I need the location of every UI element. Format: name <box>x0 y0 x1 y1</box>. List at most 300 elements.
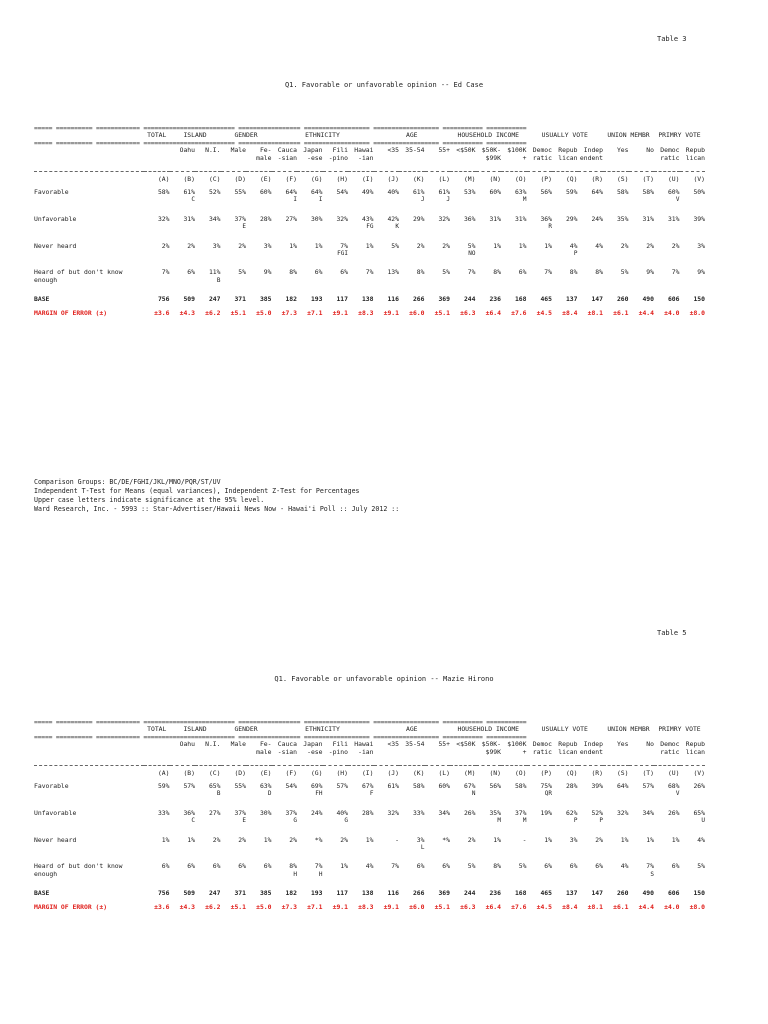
cell-value: 31% <box>667 214 680 223</box>
base-value: 266 <box>412 295 425 304</box>
cell-value: *% <box>314 835 323 844</box>
significance-letter <box>348 196 374 203</box>
moe-value: ±7.3 <box>281 309 297 318</box>
column-header: Male <box>230 740 246 749</box>
column-header: ratic <box>532 153 552 162</box>
group-header: GENDER <box>234 725 258 734</box>
significance-letter <box>654 817 680 824</box>
significance-letter <box>272 277 298 284</box>
column-header: <$50K <box>456 146 476 155</box>
column-header: ratic <box>660 747 680 756</box>
column-header: 55+ <box>438 146 450 155</box>
group-header: ISLAND <box>183 131 207 140</box>
moe-label: MARGIN OF ERROR (±) <box>34 309 108 318</box>
column-letter: (E) <box>259 768 272 777</box>
significance-letter <box>374 196 400 203</box>
significance-letter <box>399 250 425 257</box>
significance-letter <box>144 196 170 203</box>
cell-value: 1% <box>340 862 348 871</box>
significance-letter <box>323 790 349 797</box>
column-letter: (S) <box>616 768 629 777</box>
cell-value: 4% <box>569 241 578 250</box>
cell-value: 1% <box>263 835 272 844</box>
significance-letter: NO <box>468 250 476 258</box>
significance-letter <box>450 223 476 230</box>
significance-letter <box>680 250 706 257</box>
column-header: Fe- <box>259 146 272 155</box>
significance-letter: P <box>599 817 603 825</box>
column-header: Democ <box>660 740 680 749</box>
table-row <box>34 837 705 844</box>
significance-letter <box>629 250 655 257</box>
footnote-significance: Upper case letters indicate significance at the 95% level. <box>34 496 265 504</box>
row-label-cont <box>34 790 144 797</box>
significance-row <box>34 196 705 203</box>
column-header: <35 <box>387 146 399 155</box>
significance-letter <box>578 277 604 284</box>
table-row <box>34 269 705 276</box>
significance-letter <box>629 817 655 824</box>
cell-value: 32% <box>438 214 450 223</box>
significance-letter: B <box>216 790 221 798</box>
significance-letter: M <box>522 817 527 825</box>
row-label-spacer <box>34 155 144 162</box>
cell-value: 9% <box>646 268 654 277</box>
column-letter: (J) <box>387 174 399 183</box>
cell-value: 2% <box>442 241 450 250</box>
significance-letter <box>578 790 604 797</box>
base-value: 369 <box>438 295 450 304</box>
table-row <box>34 189 705 196</box>
significance-letter <box>629 844 655 851</box>
group-header: USUALLY VOTE <box>541 725 588 734</box>
cell-value: 32% <box>336 214 348 223</box>
significance-letter <box>603 277 629 284</box>
significance-letter <box>144 223 170 230</box>
significance-letter <box>527 817 553 824</box>
significance-letter <box>246 871 272 878</box>
base-value: 182 <box>285 889 297 898</box>
significance-letter <box>501 871 527 878</box>
base-row <box>34 890 705 904</box>
spacer-row <box>34 231 705 243</box>
significance-letter: H <box>318 870 323 878</box>
cell-value: 64% <box>310 188 323 197</box>
row-label-cont: enough <box>34 869 58 878</box>
cell-value: 3% <box>212 241 221 250</box>
cell-value: 69% <box>310 782 323 791</box>
base-value: 756 <box>157 889 170 898</box>
row-label: Favorable <box>34 782 69 791</box>
row-label-cont <box>34 196 144 203</box>
group-header: ETHNICITY <box>305 131 340 140</box>
column-header: Repub <box>685 146 705 155</box>
column-header: Cauca <box>277 740 297 749</box>
significance-letter: G <box>344 817 348 825</box>
column-letter: (B) <box>183 174 195 183</box>
column-letter: (R) <box>591 174 603 183</box>
significance-letter <box>603 790 629 797</box>
question-title: Q1. Favorable or unfavorable opinion -- Mazie Hirono <box>274 675 494 683</box>
cell-value: 42% <box>387 214 399 223</box>
column-letter: (Q) <box>565 768 578 777</box>
column-letter: (R) <box>591 768 603 777</box>
cell-value: 2% <box>238 835 246 844</box>
moe-value: ±4.3 <box>179 309 195 318</box>
cell-value: 1% <box>314 241 323 250</box>
moe-value: ±7.1 <box>307 903 323 912</box>
row-label: Never heard <box>34 835 77 844</box>
significance-letter <box>144 817 170 824</box>
column-letter: (C) <box>208 174 221 183</box>
significance-letter <box>603 223 629 230</box>
base-value: 168 <box>514 889 527 898</box>
significance-letter <box>297 223 323 230</box>
base-value: 260 <box>616 889 629 898</box>
column-header <box>629 749 655 756</box>
cell-value: 30% <box>310 214 323 223</box>
column-letter: (N) <box>489 768 501 777</box>
cell-value: 64% <box>285 188 297 197</box>
cell-value: 37% <box>234 214 246 223</box>
base-label: BASE <box>34 889 50 898</box>
significance-letter <box>578 844 604 851</box>
moe-value: ±5.1 <box>434 309 450 318</box>
significance-letter <box>476 277 502 284</box>
cell-value: 7% <box>467 268 476 277</box>
column-header: lican <box>685 153 705 162</box>
significance-letter <box>552 844 578 851</box>
row-label-cont <box>34 844 144 851</box>
significance-row <box>34 223 705 230</box>
base-value: 606 <box>667 295 680 304</box>
significance-letter <box>246 250 272 257</box>
cell-value: 57% <box>642 782 654 791</box>
column-header: No <box>646 146 654 155</box>
rule-row <box>34 125 705 132</box>
column-header <box>399 749 425 756</box>
column-letter: (G) <box>310 174 323 183</box>
significance-letter <box>527 844 553 851</box>
column-letter: (A) <box>157 174 170 183</box>
cell-value: 6% <box>161 862 170 871</box>
column-header: N.I. <box>205 146 221 155</box>
significance-letter: FG <box>366 223 374 231</box>
cell-value: 31% <box>514 214 527 223</box>
column-header: Japan <box>303 146 323 155</box>
base-value: 236 <box>489 295 501 304</box>
significance-letter <box>399 223 425 230</box>
row-label-spacer <box>34 171 144 183</box>
significance-letter <box>552 790 578 797</box>
cell-value: 35% <box>616 214 629 223</box>
table-row <box>34 243 705 250</box>
cell-value: 57% <box>336 782 348 791</box>
column-letter: (M) <box>463 174 476 183</box>
significance-letter <box>425 250 451 257</box>
cell-value: 26% <box>667 808 680 817</box>
significance-letter <box>221 790 247 797</box>
moe-value: ±4.3 <box>179 903 195 912</box>
significance-letter <box>246 223 272 230</box>
column-header: ratic <box>532 747 552 756</box>
significance-letter <box>195 223 221 230</box>
cell-value: 58% <box>514 782 527 791</box>
group-header: TOTAL <box>147 131 167 140</box>
column-header: Oahu <box>179 740 195 749</box>
base-value: 371 <box>234 889 246 898</box>
base-value: 490 <box>642 295 654 304</box>
significance-letter <box>221 250 247 257</box>
cell-value: 61% <box>387 782 399 791</box>
column-letter: (I) <box>361 768 374 777</box>
base-value: 147 <box>591 295 603 304</box>
cell-value: 57% <box>183 782 195 791</box>
cell-value: 55% <box>234 188 246 197</box>
column-letter: (N) <box>489 174 501 183</box>
cell-value: 8% <box>569 268 578 277</box>
cell-value: 43% <box>361 214 374 223</box>
cell-value: 30% <box>259 808 272 817</box>
significance-row <box>34 790 705 797</box>
cell-value: 24% <box>591 214 603 223</box>
moe-value: ±8.4 <box>562 309 578 318</box>
base-value: 509 <box>183 295 195 304</box>
row-label-spacer <box>34 765 144 777</box>
column-header <box>450 155 476 162</box>
significance-letter <box>501 250 527 257</box>
moe-value: ±6.2 <box>205 903 221 912</box>
cell-value: 34% <box>642 808 654 817</box>
base-value: 247 <box>208 295 221 304</box>
significance-letter <box>399 277 425 284</box>
significance-letter <box>527 277 553 284</box>
footnote-test-method: Independent T-Test for Means (equal variances), Independent Z-Test for Percentages <box>34 487 360 495</box>
significance-letter <box>374 250 400 257</box>
significance-letter <box>578 223 604 230</box>
significance-letter <box>425 277 451 284</box>
cell-value: 60% <box>667 188 680 197</box>
cell-value: 4% <box>697 835 705 844</box>
column-header: Fe- <box>259 740 272 749</box>
column-header: Democ <box>532 146 552 155</box>
moe-value: ±5.1 <box>230 903 246 912</box>
base-value: 509 <box>183 889 195 898</box>
rule-row <box>34 719 705 726</box>
cell-value: *% <box>442 835 450 844</box>
cell-value: 3% <box>697 241 705 250</box>
base-label: BASE <box>34 295 50 304</box>
column-header: Yes <box>616 146 629 155</box>
group-header: UNION MEMBR <box>607 725 650 734</box>
column-header <box>603 155 629 162</box>
moe-value: ±5.1 <box>434 903 450 912</box>
cell-value: 37% <box>514 808 527 817</box>
cell-value: 28% <box>259 214 272 223</box>
cell-value: 60% <box>438 782 450 791</box>
cell-value: 6% <box>595 862 603 871</box>
significance-letter <box>578 871 604 878</box>
moe-value: ±8.4 <box>562 903 578 912</box>
footnote-source: Ward Research, Inc. - 5993 :: Star-Advertiser/Hawaii News Now - Hawai'i Poll :: July 2012 :: <box>34 505 400 513</box>
column-header: $100K <box>507 740 527 749</box>
column-letter: (J) <box>387 768 399 777</box>
base-value: 168 <box>514 295 527 304</box>
column-header: -ese <box>307 153 323 162</box>
column-header: $50K- <box>481 146 501 155</box>
cell-value: 4% <box>620 862 629 871</box>
cell-value: 49% <box>361 188 374 197</box>
base-value: 756 <box>157 295 170 304</box>
column-header: -ian <box>358 747 374 756</box>
cell-value: 58% <box>616 188 629 197</box>
column-header <box>195 155 221 162</box>
significance-letter <box>578 196 604 203</box>
column-header <box>195 749 221 756</box>
cell-value: 37% <box>285 808 297 817</box>
group-header: UNION MEMBR <box>607 131 650 140</box>
significance-letter <box>348 844 374 851</box>
cell-value: 6% <box>263 862 272 871</box>
row-label-spacer <box>34 749 144 756</box>
moe-value: ±4.5 <box>536 309 552 318</box>
column-letter: (O) <box>514 768 527 777</box>
group-header: TOTAL <box>147 725 167 734</box>
cell-value: 1% <box>620 835 629 844</box>
cell-value: 8% <box>595 268 603 277</box>
base-value: 244 <box>463 295 476 304</box>
significance-letter: V <box>675 196 680 204</box>
cell-value: 7% <box>671 268 680 277</box>
base-value: 193 <box>310 889 323 898</box>
significance-letter <box>144 277 170 284</box>
significance-letter <box>297 844 323 851</box>
significance-letter <box>603 844 629 851</box>
column-header <box>374 749 400 756</box>
significance-row <box>34 250 705 257</box>
base-value: 117 <box>336 295 348 304</box>
row-label-spacer <box>34 147 144 154</box>
cell-value: 19% <box>540 808 552 817</box>
significance-letter <box>221 871 247 878</box>
significance-letter: E <box>242 223 246 231</box>
column-header <box>399 155 425 162</box>
cell-value: 2% <box>238 241 246 250</box>
cell-value: 33% <box>412 808 425 817</box>
cell-value: 4% <box>595 241 603 250</box>
column-header: lican <box>558 747 578 756</box>
cell-value: 36% <box>463 214 476 223</box>
significance-letter <box>552 223 578 230</box>
significance-letter <box>527 250 553 257</box>
base-value: 138 <box>361 295 374 304</box>
base-value: 150 <box>693 889 705 898</box>
significance-letter <box>629 196 655 203</box>
moe-value: ±8.0 <box>689 903 705 912</box>
cell-value: 55% <box>234 782 246 791</box>
moe-value: ±7.6 <box>511 903 527 912</box>
significance-letter <box>603 817 629 824</box>
significance-letter <box>629 790 655 797</box>
significance-letter <box>476 196 502 203</box>
significance-letter <box>501 844 527 851</box>
column-header: endent <box>579 153 603 162</box>
significance-letter <box>246 277 272 284</box>
column-letter: (H) <box>336 768 348 777</box>
moe-row <box>34 904 705 916</box>
moe-value: ±4.0 <box>664 903 680 912</box>
cell-value: 75% <box>540 782 552 791</box>
cell-value: 64% <box>616 782 629 791</box>
cell-value: 9% <box>697 268 705 277</box>
significance-letter: FGI <box>337 250 348 258</box>
cell-value: 52% <box>591 808 603 817</box>
column-header: Fili <box>332 146 348 155</box>
moe-value: ±9.1 <box>332 309 348 318</box>
cell-value: 2% <box>161 241 170 250</box>
moe-value: ±9.1 <box>332 903 348 912</box>
column-header <box>144 749 170 756</box>
significance-letter <box>272 223 298 230</box>
cell-value: 32% <box>157 214 170 223</box>
significance-letter <box>680 223 706 230</box>
cell-value: 7% <box>391 862 399 871</box>
column-letter: (C) <box>208 768 221 777</box>
moe-value: ±6.0 <box>409 309 425 318</box>
cell-value: 2% <box>289 835 297 844</box>
significance-letter: J <box>446 196 450 204</box>
moe-value: ±9.1 <box>383 309 399 318</box>
cell-value: 62% <box>565 808 578 817</box>
significance-letter <box>272 844 298 851</box>
cell-value: 37% <box>234 808 246 817</box>
significance-letter: P <box>573 817 578 825</box>
significance-letter: P <box>573 250 578 258</box>
cell-value: 67% <box>463 782 476 791</box>
group-header: HOUSEHOLD INCOME <box>457 131 520 140</box>
row-label: Heard of but don't know <box>34 268 123 277</box>
significance-letter <box>425 817 451 824</box>
cell-value: 1% <box>365 835 374 844</box>
base-value: 371 <box>234 295 246 304</box>
significance-letter: E <box>242 817 246 825</box>
cell-value: 27% <box>208 808 221 817</box>
column-header: -sian <box>277 153 297 162</box>
column-header <box>374 155 400 162</box>
significance-letter <box>297 817 323 824</box>
header-rule: ===== ========== ============ ========================= ================= ================== ================== =========== =========== <box>34 138 527 147</box>
cell-value: 6% <box>544 862 552 871</box>
row-label-cont <box>34 223 144 230</box>
significance-letter <box>450 277 476 284</box>
significance-letter <box>527 196 553 203</box>
significance-letter <box>654 277 680 284</box>
cell-value: 64% <box>591 188 603 197</box>
base-value: 116 <box>387 295 399 304</box>
column-header: -sian <box>277 747 297 756</box>
significance-letter <box>476 871 502 878</box>
column-header: $100K <box>507 146 527 155</box>
cell-value: 7% <box>365 268 374 277</box>
cell-value: 2% <box>187 241 195 250</box>
column-header: Cauca <box>277 146 297 155</box>
cell-value: 52% <box>208 188 221 197</box>
significance-letter <box>272 250 298 257</box>
cell-value: 6% <box>314 268 323 277</box>
column-header: Hawai <box>354 146 374 155</box>
significance-letter <box>348 871 374 878</box>
moe-value: ±8.1 <box>587 309 603 318</box>
